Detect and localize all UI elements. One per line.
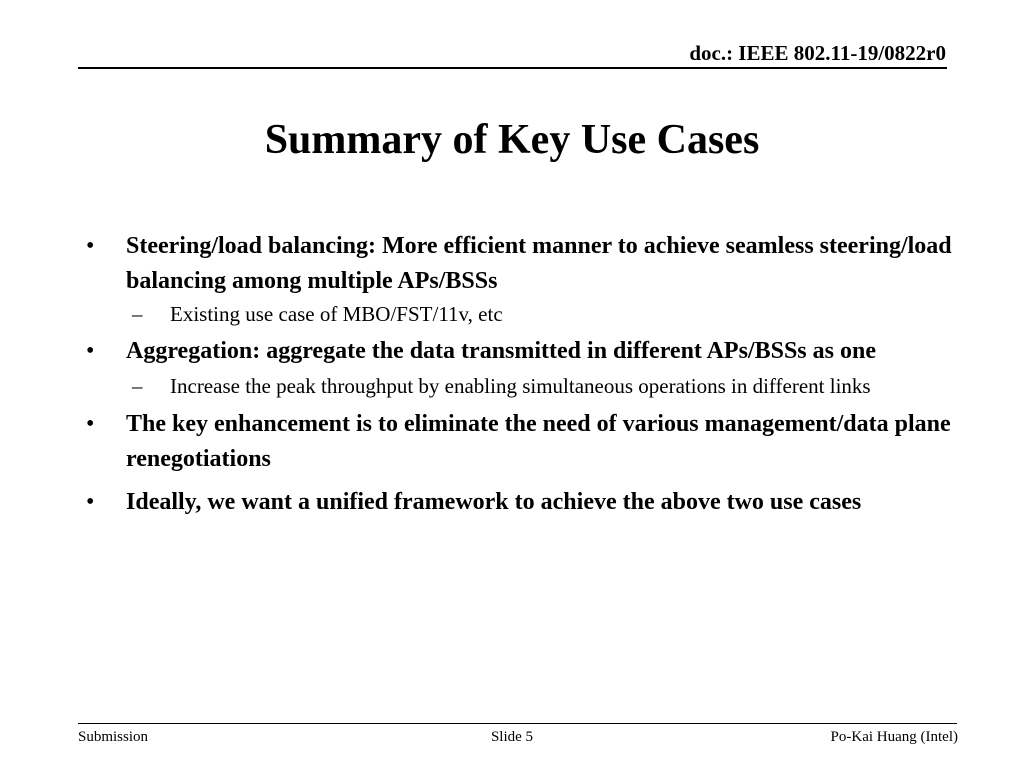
footer-author: Po-Kai Huang (Intel) — [830, 729, 958, 745]
bullet-unified-framework — [86, 485, 956, 520]
sub-bullet-text: Existing use case of MBO/FST/11v, etc — [170, 302, 503, 326]
bullet-steering — [86, 229, 956, 299]
footer-submission: Submission — [78, 729, 149, 745]
bullet-marker: • — [86, 489, 95, 515]
sub-bullet-marker: – — [132, 374, 143, 398]
sub-bullet-existing-use-case — [86, 299, 956, 329]
sub-bullet-marker: – — [132, 302, 143, 326]
header-divider — [78, 67, 947, 69]
bullet-text: The key enhancement is to eliminate the need of various management/data plane renegotiations — [126, 411, 951, 472]
bullet-list — [86, 229, 956, 520]
bullet-marker: • — [86, 411, 95, 437]
footer-slide-number: Slide 5 — [490, 729, 534, 745]
sub-bullet-peak-throughput — [86, 371, 956, 401]
bullet-text: Aggregation: aggregate the data transmitted in different APs/BSSs as one — [126, 338, 876, 364]
footer-divider — [78, 723, 957, 724]
sub-bullet-text: Increase the peak throughput by enabling simultaneous operations in different links — [170, 374, 871, 398]
bullet-marker: • — [86, 233, 95, 259]
bullet-aggregation — [86, 334, 956, 369]
slide-title: Summary of Key Use Cases — [264, 117, 760, 163]
bullet-marker: • — [86, 338, 95, 364]
bullet-text: Steering/load balancing: More efficient manner to achieve seamless steering/load balancing among multiple APs/BSSs — [126, 233, 952, 294]
document-id: doc.: IEEE 802.11-19/0822r0 — [689, 41, 946, 65]
bullet-text: Ideally, we want a unified framework to achieve the above two use cases — [126, 489, 862, 515]
bullet-key-enhancement — [86, 407, 956, 477]
